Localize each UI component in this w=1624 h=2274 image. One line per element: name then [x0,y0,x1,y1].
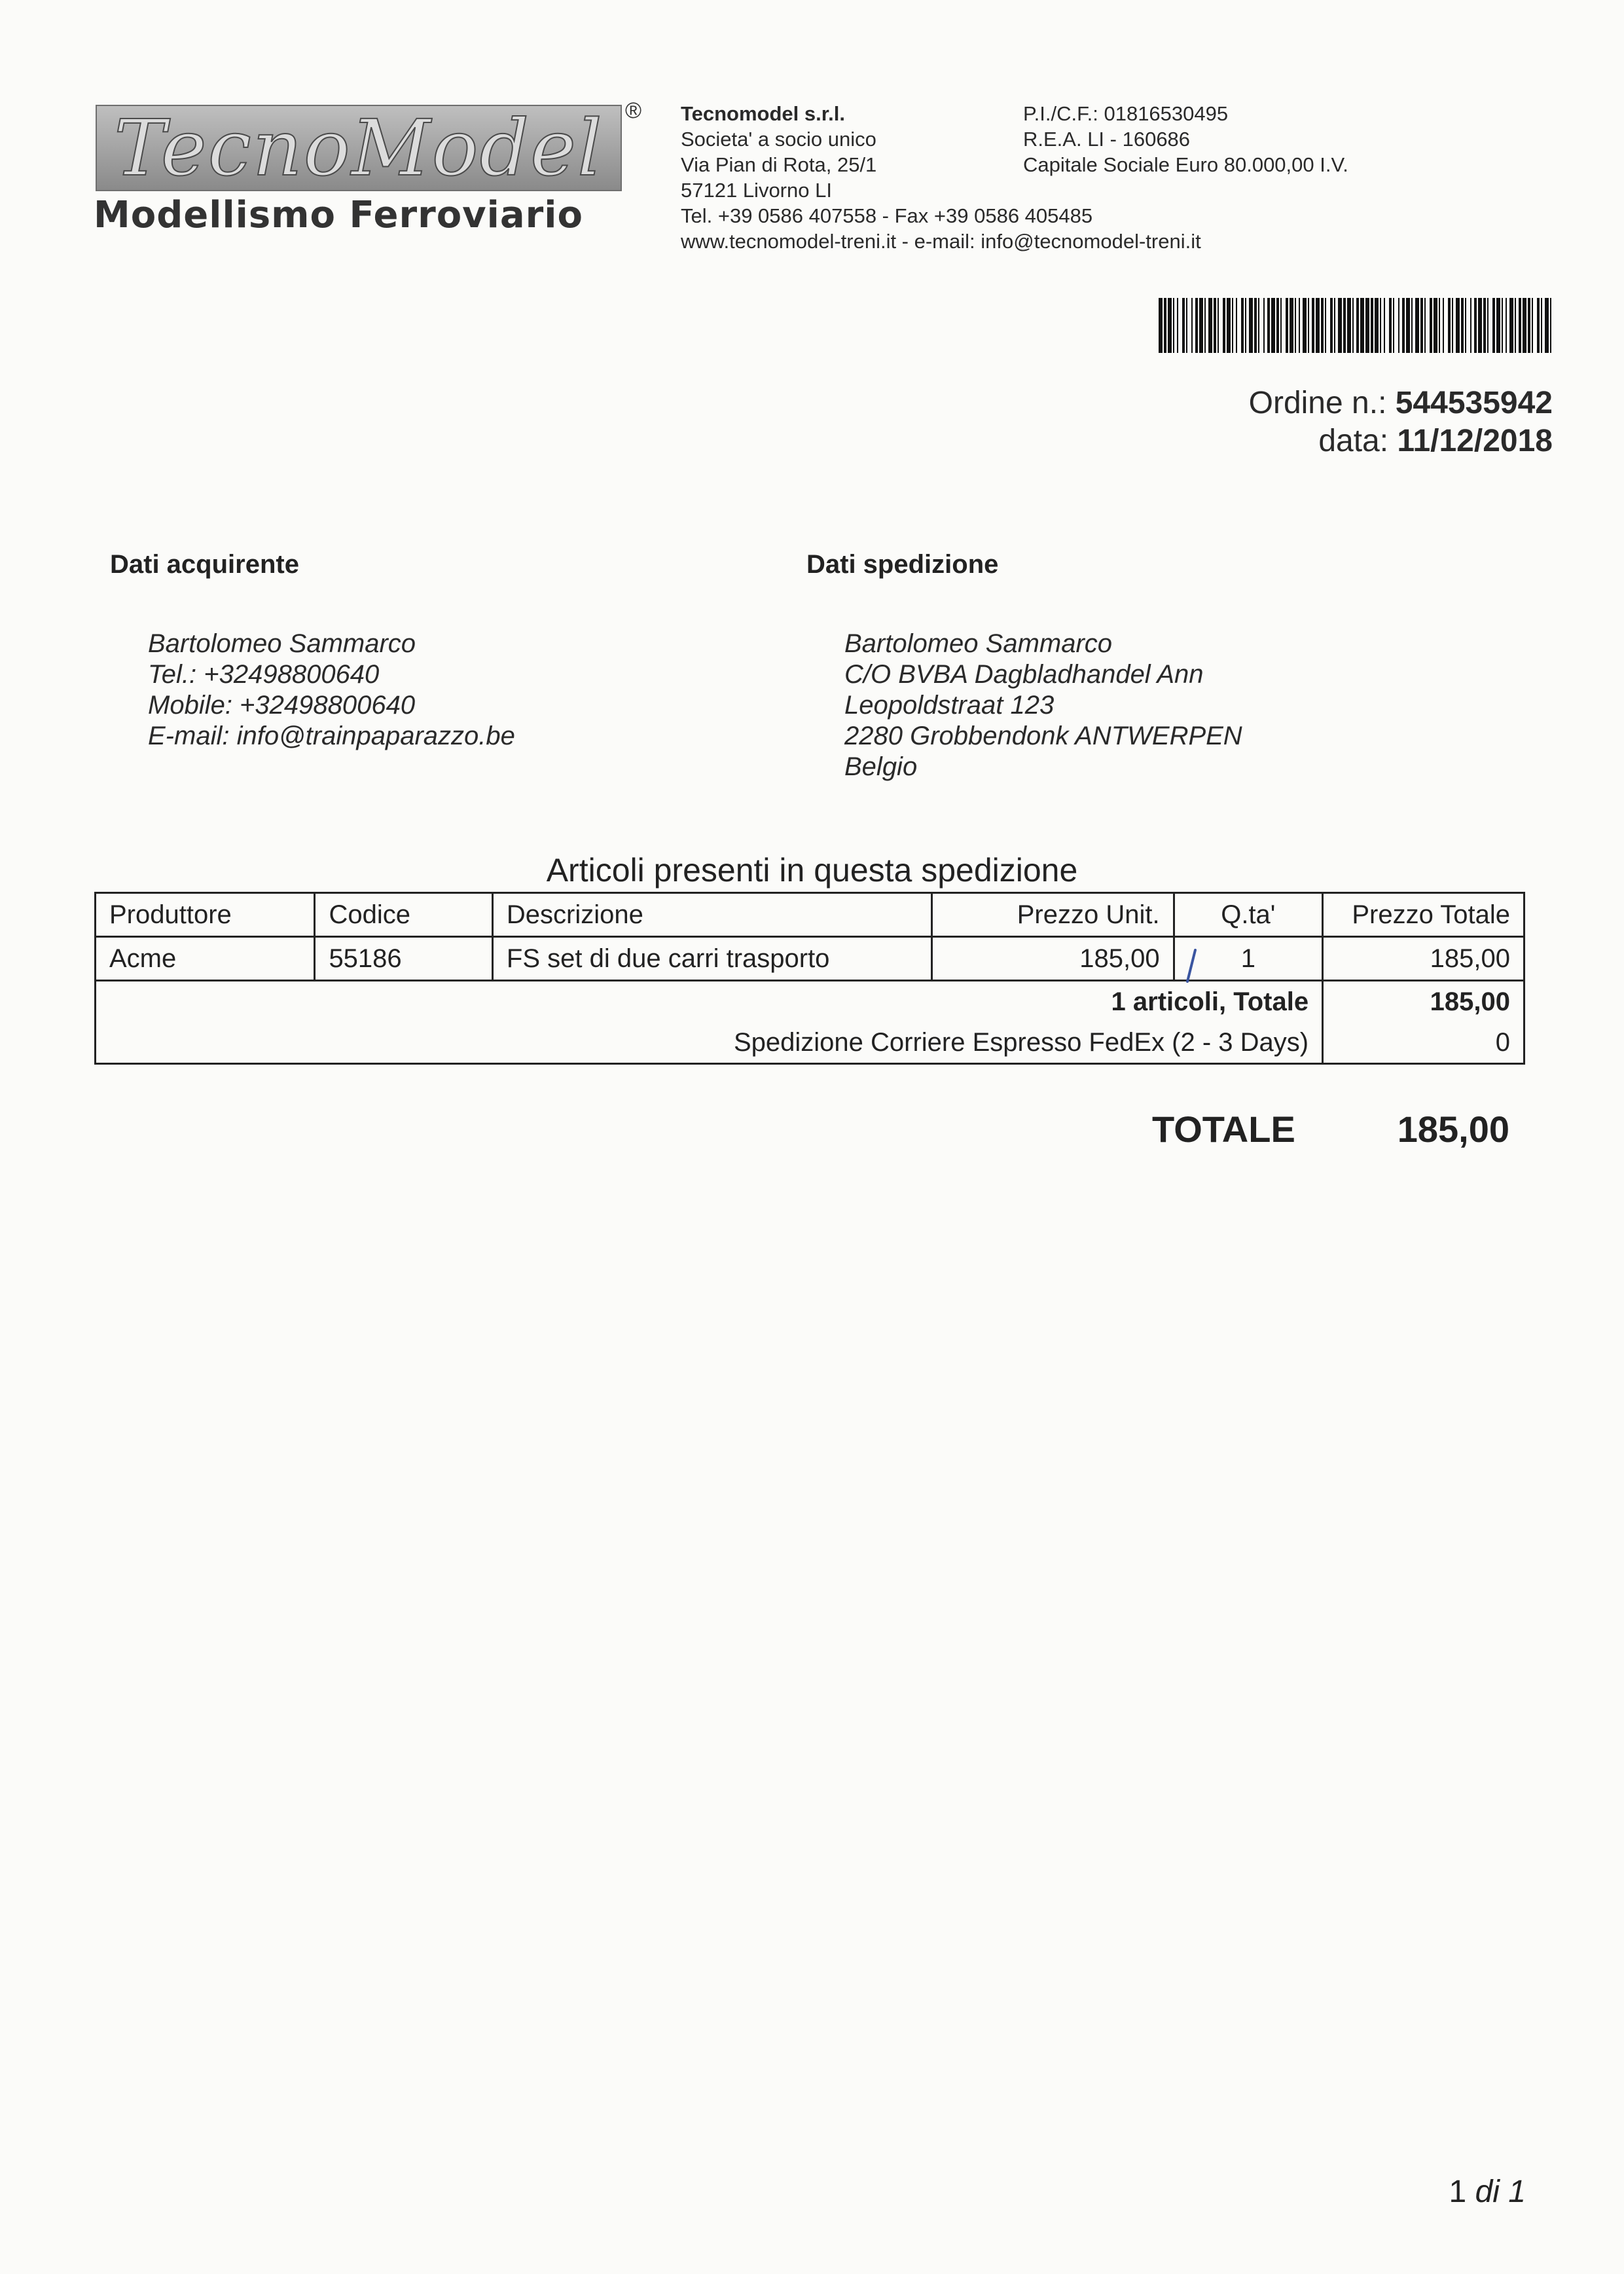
shipping-care-of: C/O BVBA Dagbladhandel Ann [844,660,1204,689]
barcode-bar [1470,298,1471,353]
barcode-bar [1249,298,1253,353]
order-number: 544535942 [1395,386,1553,420]
barcode-bar [1295,298,1296,353]
barcode-bar [1173,298,1174,353]
barcode-bar [1402,298,1405,353]
logo-subtitle: Modellismo Ferroviario [94,194,583,236]
barcode-bar [1208,298,1212,353]
barcode-bar [1267,298,1270,353]
barcode-bar [1159,298,1163,353]
barcode-bar [1182,298,1185,353]
page-total: 1 [1508,2174,1526,2209]
logo-wordmark: TecnoModel [114,105,604,191]
barcode-bar [1308,298,1309,353]
header-unit-price: Prezzo Unit. [932,893,1174,937]
barcode-bar [1325,298,1326,353]
company-logo [96,105,622,191]
barcode-bar [1227,298,1231,353]
company-phone-fax: Tel. +39 0586 407558 - Fax +39 0586 405485 [681,204,1093,227]
page-current: 1 [1449,2174,1467,2209]
barcode-bar [1286,298,1288,353]
subtotal-value: 185,00 [1323,981,1525,1023]
barcode-bar [1334,298,1335,353]
cell-total-price: 185,00 [1323,937,1525,981]
cell-code: 55186 [315,937,492,981]
barcode-bar [1420,298,1423,353]
company-name: Tecnomodel s.r.l. [681,102,845,125]
cell-unit-price: 185,00 [932,937,1174,981]
items-table [94,892,1525,1065]
barcode-bar [1214,298,1216,353]
barcode-bar [1443,298,1444,353]
buyer-mobile: Mobile: +32498800640 [148,691,416,720]
barcode-bar [1523,298,1526,353]
order-number-label: Ordine n.: [1248,386,1396,420]
buyer-phone: Tel.: +32498800640 [148,660,380,689]
barcode-bar [1258,298,1259,353]
shipping-name: Bartolomeo Sammarco [844,629,1113,658]
company-address: Via Pian di Rota, 25/1 [681,153,877,176]
barcode-bar [1321,298,1324,353]
order-date-label: data: [1318,424,1398,458]
barcode-bar [1177,298,1178,353]
pen-tick-mark [1181,946,1200,985]
barcode-bar [1509,298,1513,353]
barcode-bar [1254,298,1257,353]
shipping-country: Belgio [844,752,918,781]
barcode-bar [1415,298,1419,353]
barcode-bar [1280,298,1282,353]
barcode-bar [1245,298,1246,353]
barcode-bar [1375,298,1379,353]
barcode-bar [1528,298,1530,353]
barcode-bar [1545,298,1549,353]
barcode-bar [1199,298,1203,353]
barcode-bar [1263,298,1265,353]
barcode-bar [1398,298,1399,353]
subtotal-row [96,981,1525,1023]
barcode-bar [1519,298,1521,353]
barcode-bar [1352,298,1354,353]
cell-description: FS set di due carri trasporto [492,937,931,981]
barcode-bar [1303,298,1307,353]
barcode-bar [1393,298,1394,353]
barcode-bar [1474,298,1477,353]
barcode-bar [1384,298,1385,353]
barcode-bar [1515,298,1516,353]
barcode-bar [1506,298,1507,353]
barcode-bar [1456,298,1460,353]
barcode-bar [1186,298,1187,353]
barcode-bar [1487,298,1489,353]
barcode-bar [1338,298,1342,353]
barcode-bar [1223,298,1225,353]
barcode-bar [1541,298,1542,353]
barcode-bar [1424,298,1426,353]
barcode-bar [1465,298,1466,353]
items-table-caption: Articoli presenti in questa spedizione [546,852,1078,889]
buyer-section-title: Dati acquirente [110,550,299,579]
company-city: 57121 Livorno LI [681,179,832,202]
barcode-bar [1483,298,1486,353]
barcode-bar [1241,298,1244,353]
shipping-details [844,629,1242,782]
barcode-bar [1380,298,1381,353]
registry-info [1023,101,1348,177]
barcode-bar [1439,298,1440,353]
page-number [1449,2174,1526,2210]
barcode-bar [1276,298,1279,353]
barcode-bar [1532,298,1533,353]
barcode-bar [1232,298,1233,353]
barcode-bar [1236,298,1237,353]
rea-number: R.E.A. LI - 160686 [1023,128,1191,151]
barcode-bar [1492,298,1495,353]
table-row [96,937,1525,981]
barcode-bar [1389,298,1392,353]
shipping-method-label: Spedizione Corriere Espresso FedEx (2 - 3 Days) [96,1022,1323,1064]
barcode-bar [1347,298,1351,353]
order-date: 11/12/2018 [1397,424,1553,458]
barcode-bar [1343,298,1346,353]
cell-quantity: 1 [1174,937,1322,981]
page-separator: di [1475,2174,1500,2209]
header-description: Descrizione [492,893,931,937]
barcode-bar [1290,298,1293,353]
company-type: Societa' a socio unico [681,128,876,151]
company-web-email: www.tecnomodel-treni.it - e-mail: info@tecnomodel-treni.it [681,230,1201,253]
barcode-bar [1330,298,1333,353]
barcode-bar [1537,298,1540,353]
barcode-bar [1218,298,1219,353]
order-barcode [1159,298,1551,353]
grand-total-label: TOTALE [1152,1109,1295,1150]
barcode-bar [1461,298,1464,353]
order-date-line [1318,423,1553,459]
subtotal-label: 1 articoli, Totale [96,981,1323,1023]
barcode-bar [1478,298,1482,353]
barcode-bar [1191,298,1193,353]
grand-total-value: 185,00 [1397,1109,1509,1150]
barcode-bar [1448,298,1451,353]
barcode-bar [1360,298,1364,353]
barcode-bar [1168,298,1172,353]
share-capital: Capitale Sociale Euro 80.000,00 I.V. [1023,153,1348,176]
shipping-section-title: Dati spedizione [806,550,999,579]
shipping-city: 2280 Grobbendonk ANTWERPEN [844,722,1242,750]
barcode-bar [1271,298,1275,353]
header-manufacturer: Produttore [96,893,315,937]
barcode-bar [1365,298,1369,353]
barcode-bar [1502,298,1503,353]
vat-number: P.I./C.F.: 01816530495 [1023,102,1229,125]
barcode-bar [1430,298,1432,353]
header-quantity: Q.ta' [1174,893,1322,937]
shipping-street: Leopoldstraat 123 [844,691,1055,720]
header-code: Codice [315,893,492,937]
barcode-bar [1195,298,1198,353]
barcode-bar [1411,298,1413,353]
order-number-line [1249,385,1553,421]
barcode-bar [1371,298,1373,353]
barcode-bar [1164,298,1166,353]
barcode-bar [1550,298,1551,353]
barcode-bar [1452,298,1453,353]
barcode-bar [1406,298,1410,353]
registered-mark: ® [625,98,642,123]
barcode-bar [1496,298,1500,353]
barcode-bar [1316,298,1320,353]
buyer-name: Bartolomeo Sammarco [148,629,416,658]
shipping-cost-value: 0 [1323,1022,1525,1064]
barcode-bar [1356,298,1359,353]
barcode-bar [1312,298,1314,353]
cell-manufacturer: Acme [96,937,315,981]
header-total-price: Prezzo Totale [1323,893,1525,937]
barcode-bar [1299,298,1300,353]
barcode-bar [1434,298,1437,353]
buyer-details [148,629,515,752]
buyer-email: E-mail: info@trainpaparazzo.be [148,722,515,750]
barcode-bar [1204,298,1206,353]
table-header-row [96,893,1525,937]
shipping-cost-row [96,1022,1525,1064]
